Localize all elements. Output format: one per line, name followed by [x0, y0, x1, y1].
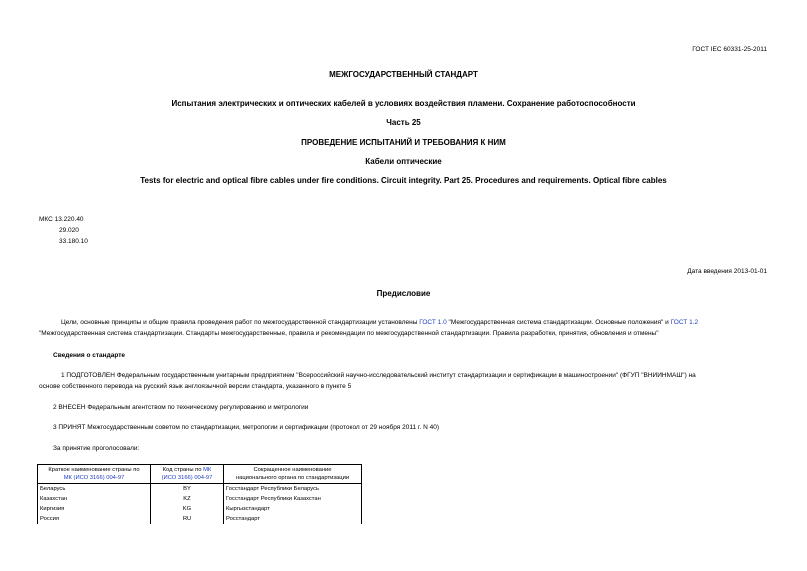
body-cell: Госстандарт Республики Беларусь: [224, 484, 362, 495]
foreword-paragraph-line2: "Межгосударственная система стандартизации. Стандарты межгосударственные, правила и рекомендации по межгосударственной стандартизации. Правила разработки, принятия, обновления и отмены": [39, 330, 659, 337]
foreword-text-mid: "Межгосударственная система стандартизации. Основные положения" и: [446, 319, 671, 326]
body-cell: Росстандарт: [224, 514, 362, 524]
title-english: Tests for electric and optical fibre cables under fire conditions. Circuit integrity. Part 25. Procedures and requirements. Optical fibre cables: [140, 176, 667, 185]
mks-code-2: 29.020: [59, 227, 79, 234]
title-russian: Испытания электрических и оптических кабелей в условиях воздействия пламени. Сохранение работоспособности: [171, 99, 636, 108]
section-title: ПРОВЕДЕНИЕ ИСПЫТАНИЙ И ТРЕБОВАНИЯ К НИМ: [301, 138, 506, 147]
voting-countries-table: [37, 464, 362, 524]
table-row: [38, 504, 362, 514]
table-row: [38, 514, 362, 524]
header-code-line1: [153, 466, 221, 474]
header-body-line2: национального органа по стандартизации: [235, 475, 350, 481]
header-body-line1: Сокращенное наименование: [253, 467, 332, 473]
standard-info-heading: Сведения о стандарте: [53, 352, 126, 359]
code-cell: RU: [151, 514, 224, 524]
foreword-heading: Предисловие: [376, 289, 431, 298]
mks-code-1: МКС 13.220.40: [39, 216, 84, 223]
table-header-row: [38, 465, 362, 484]
header-country-code: [151, 465, 224, 484]
subsection-title: Кабели оптические: [365, 157, 442, 166]
country-cell: Беларусь: [38, 484, 151, 495]
item-1-line1: 1 ПОДГОТОВЛЕН Федеральным государственным унитарным предприятием "Всероссийский научно-исследовательский институт стандартизации и сертификации в машиностроении" (ФГУП "ВНИИНМАШ") на: [61, 372, 696, 379]
header-country-line2[interactable]: МК (ИСО 3166) 004-97: [63, 475, 125, 481]
effective-date: Дата введения 2013-01-01: [687, 268, 767, 275]
gost-1-0-link[interactable]: ГОСТ 1.0: [419, 319, 447, 326]
foreword-text-start: Цели, основные принципы и общие правила проведения работ по межгосударственной стандартизации установлены: [61, 319, 420, 326]
table-row: [38, 484, 362, 495]
foreword-paragraph-line1: [61, 319, 767, 326]
code-cell: KG: [151, 504, 224, 514]
item-3: 3 ПРИНЯТ Межгосударственным советом по стандартизации, метрологии и сертификации (протокол от 29 ноября 2011 г. N 40): [53, 424, 439, 431]
gost-1-2-link[interactable]: ГОСТ 1.2: [670, 319, 699, 326]
header-standards-body: [224, 465, 362, 484]
code-cell: BY: [151, 484, 224, 495]
table-row: [38, 494, 362, 504]
voted-label: За принятие проголосовали:: [53, 445, 140, 452]
body-cell: Кыргызстандарт: [224, 504, 362, 514]
country-cell: Киргизия: [38, 504, 151, 514]
mks-code-3: 33.180.10: [59, 238, 88, 245]
item-1-line2: основе собственного перевода на русский язык англоязычной версии стандарта, указанного в пункте 5: [39, 383, 352, 390]
country-cell: Россия: [38, 514, 151, 524]
standard-heading: МЕЖГОСУДАРСТВЕННЫЙ СТАНДАРТ: [329, 70, 478, 79]
header-country-line1: Краткое наименование страны по: [48, 467, 140, 473]
code-cell: KZ: [151, 494, 224, 504]
header-code-line2[interactable]: (ИСО 3166) 004-97: [161, 475, 213, 481]
body-cell: Госстандарт Республики Казахстан: [224, 494, 362, 504]
header-code-text: Код страны по: [162, 467, 204, 473]
header-country-name: [38, 465, 151, 484]
country-cell: Казахстан: [38, 494, 151, 504]
header-code-link[interactable]: МК: [203, 467, 212, 473]
part-number: Часть 25: [386, 118, 421, 127]
document-code: ГОСТ IEC 60331-25-2011: [692, 46, 767, 53]
item-2: 2 ВНЕСЕН Федеральным агентством по техническому регулированию и метрологии: [53, 404, 309, 411]
